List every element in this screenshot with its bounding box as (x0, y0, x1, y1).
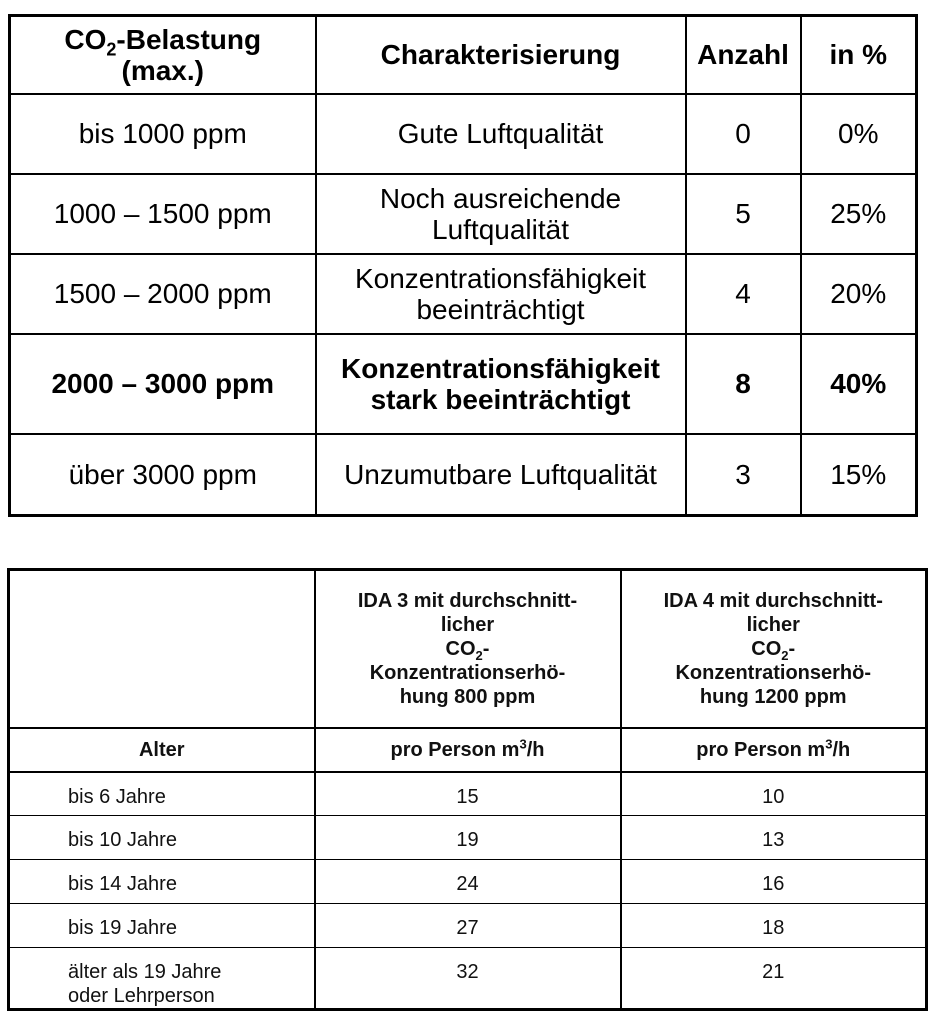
characterization (316, 434, 686, 516)
ida3-value: 24 (315, 860, 621, 904)
ida4-value: 10 (621, 772, 927, 816)
percent: 0% (801, 94, 917, 174)
co2-range: 1500 – 2000 ppm (10, 254, 316, 334)
characterization-line1: Konzentrationsfähigkeit (341, 352, 660, 384)
unit-prefix: pro Person m (390, 738, 520, 761)
ida3-value: 15 (315, 772, 621, 816)
characterization (316, 254, 686, 334)
header-ida4-co2-dash: - (788, 637, 796, 660)
header-ida3-line5: hung 800 ppm (399, 685, 536, 708)
characterization-line1: Unzumutbare Luftqualität (344, 458, 657, 490)
characterization (316, 174, 686, 254)
header-count: Anzahl (686, 16, 801, 94)
characterization-line1: Gute Luftqualität (397, 118, 604, 149)
header-ida4 (621, 570, 927, 728)
table-row (10, 434, 917, 516)
ida4-value: 13 (621, 816, 927, 860)
co2-range: über 3000 ppm (10, 434, 316, 516)
unit-prefix: pro Person m (696, 738, 826, 761)
table-row (9, 904, 927, 948)
unit-suffix: /h (526, 738, 545, 761)
header-co2-load (10, 16, 316, 94)
table-row (9, 772, 927, 816)
table-row (9, 860, 927, 904)
co2-range: 1000 – 1500 ppm (10, 174, 316, 254)
count: 8 (686, 334, 801, 434)
header-ida4-line5: hung 1200 ppm (699, 685, 847, 708)
table-row (10, 174, 917, 254)
ida4-value: 18 (621, 904, 927, 948)
age: bis 19 Jahre (9, 904, 315, 948)
header-co2-prefix: CO (64, 23, 107, 55)
co2-range: bis 1000 ppm (10, 94, 316, 174)
characterization (316, 334, 686, 434)
percent: 15% (801, 434, 917, 516)
header-ida3-line4: Konzentrationserhö- (369, 661, 566, 684)
ida4-value: 16 (621, 860, 927, 904)
unit-superscript: 3 (519, 735, 527, 751)
age-line2: oder Lehrperson (68, 985, 215, 1007)
table-row (9, 948, 927, 1010)
table-header-row (10, 16, 917, 94)
age: bis 14 Jahre (9, 860, 315, 904)
unit-suffix: /h (832, 738, 851, 761)
header-ida3-co2: CO (445, 637, 476, 660)
header-ida3-co2-subscript: 2 (475, 647, 483, 663)
header-characterization: Charakterisierung (316, 16, 686, 94)
age (9, 948, 315, 1010)
count: 3 (686, 434, 801, 516)
co2-load-table (8, 14, 918, 517)
header-empty (9, 570, 315, 728)
ida3-value: 27 (315, 904, 621, 948)
header-ida4-co2: CO (751, 637, 782, 660)
count: 0 (686, 94, 801, 174)
unit-superscript: 3 (825, 735, 833, 751)
header-ida3-line2: licher (440, 613, 495, 636)
header-ida3-co2-dash: - (482, 637, 490, 660)
table-row (10, 254, 917, 334)
characterization-line1: Noch ausreichende (379, 182, 622, 214)
header-ida4-line1: IDA 4 mit durchschnitt- (663, 589, 883, 612)
ventilation-rate-table (7, 568, 928, 1011)
table-header-row (9, 570, 927, 728)
header-ida3-line1: IDA 3 mit durchschnitt- (357, 589, 578, 612)
header-co2-suffix: -Belastung (116, 23, 262, 55)
table-subheader-row (9, 728, 927, 772)
header-co2-max: (max.) (121, 54, 204, 86)
percent: 40% (801, 334, 917, 434)
table-row-highlighted (10, 334, 917, 434)
header-unit-ida4 (621, 728, 927, 772)
co2-range: 2000 – 3000 ppm (10, 334, 316, 434)
percent: 20% (801, 254, 917, 334)
count: 5 (686, 174, 801, 254)
age: bis 6 Jahre (9, 772, 315, 816)
header-percent: in % (801, 16, 917, 94)
header-age: Alter (9, 728, 315, 772)
characterization (316, 94, 686, 174)
characterization-line2: beeinträchtigt (416, 293, 585, 325)
header-ida4-line2: licher (746, 613, 800, 636)
age: bis 10 Jahre (9, 816, 315, 860)
ida3-value: 19 (315, 816, 621, 860)
header-unit-ida3 (315, 728, 621, 772)
header-ida4-line4: Konzentrationserhö- (675, 661, 872, 684)
ida4-value: 21 (621, 948, 927, 1010)
header-ida4-co2-subscript: 2 (781, 647, 789, 663)
age-line1: älter als 19 Jahre (68, 961, 222, 983)
characterization-line2: Luftqualität (432, 213, 569, 245)
percent: 25% (801, 174, 917, 254)
table-row (10, 94, 917, 174)
characterization-line2: stark beeinträchtigt (370, 383, 631, 415)
table-row (9, 816, 927, 860)
ida3-value: 32 (315, 948, 621, 1010)
header-co2-subscript: 2 (106, 39, 117, 60)
characterization-line1: Konzentrationsfähigkeit (354, 262, 647, 294)
count: 4 (686, 254, 801, 334)
header-ida3 (315, 570, 621, 728)
